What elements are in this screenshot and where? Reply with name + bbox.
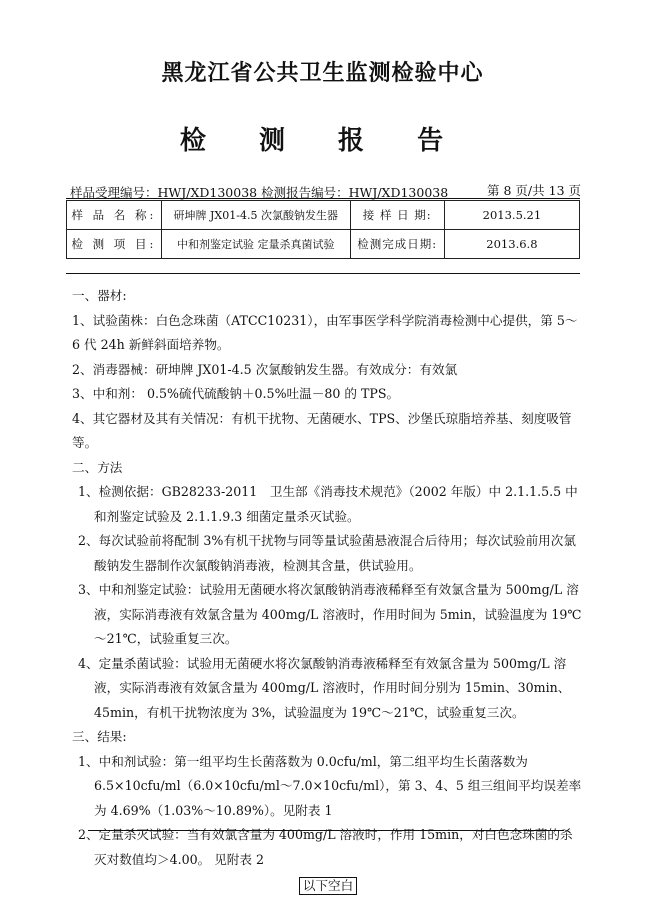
sample-info-table — [66, 200, 580, 259]
blank-notice: 以下空白 — [299, 877, 357, 895]
table-row — [67, 201, 580, 230]
finish-date-label: 检测完成日期: — [350, 230, 444, 259]
method-item-2: 2、每次试验前将配制 3%有机干扰物与同等量试验菌悬液混合后待用；每次试验前用次氯酸钠发生器制作次氯酸钠消毒液，检测其含量，供试验用。 — [78, 533, 576, 573]
report-body — [72, 284, 584, 899]
test-item-label: 检 测 项 目: — [67, 230, 162, 259]
method-item-1: 1、检测依据：GB28233-2011 卫生部《消毒技术规范》（2002 年版）中 2.1.1.5.5 中和剂鉴定试验及 2.1.1.9.3 细菌定量杀灭试验。 — [78, 484, 578, 524]
test-item-value: 中和剂鉴定试验 定量杀真菌试验 — [161, 230, 350, 259]
info-bottom-rule — [66, 273, 580, 274]
equipment-item-2: 2、消毒器械：研坤牌 JX01-4.5 次氯酸钠发生器。有效成分：有效氯 — [72, 361, 458, 377]
report-title: 检 测 报 告 — [179, 126, 466, 156]
sample-name-value: 研坤牌 JX01-4.5 次氯酸钠发生器 — [161, 201, 350, 230]
page-number: 第 8 页/共 13 页 — [487, 183, 581, 198]
receive-date-value: 2013.5.21 — [444, 201, 579, 230]
table-row — [67, 230, 580, 259]
blank-notice-wrapper — [72, 874, 584, 899]
section-equipment-heading: 一、器材: — [72, 288, 127, 303]
section-method-heading: 二、方法 — [72, 459, 123, 475]
finish-date-value: 2013.6.8 — [444, 230, 579, 259]
header-rule — [66, 198, 580, 199]
result-item-1: 1、中和剂试验：第一组平均生长菌落数为 0.0cfu/ml，第二组平均生长菌落数为 6.5×10cfu/ml（6.0×10cfu/ml～7.0×10cfu/ml），第 3、4、5 组三组间平均误差率为 4.69%（1.03%～10.89%）。见附表 1 — [78, 753, 582, 818]
equipment-item-3: 3、中和剂： 0.5%硫代硫酸钠＋0.5%吐温－80 的 TPS。 — [72, 386, 400, 401]
equipment-item-1: 1、试验菌株：白色念珠菌（ATCC10231），由军事医学科学院消毒检测中心提供，第 5～6 代 24h 新鲜斜面培养物。 — [72, 312, 578, 352]
organization-name: 黑龙江省公共卫生监测检验中心 — [161, 61, 484, 86]
result-item-2: 2、定量杀灭试验：当有效氯含量为 400mg/L 溶液时，作用 15min，对白色念珠菌的杀灭对数值均＞4.00。 见附表 2 — [78, 827, 573, 867]
section-result-heading: 三、结果: — [72, 729, 127, 744]
sample-name-label: 样 品 名 称: — [67, 201, 162, 230]
footer-rule — [88, 830, 564, 831]
method-item-4: 4、定量杀菌试验：试验用无菌硬水将次氯酸钠消毒液稀释至有效氯含量为 500mg/L 溶液，实际消毒液有效氯含量为 400mg/L 溶液时，作用时间分别为 15min、30min、45min，有机干扰物浓度为 3%，试验温度为 19℃～21℃，试验重复三次。 — [78, 655, 571, 720]
receive-date-label: 接 样 日 期: — [350, 201, 444, 230]
method-item-3: 3、中和剂鉴定试验：试验用无菌硬水将次氯酸钠消毒液稀释至有效氯含量为 500mg/L 溶液，实际消毒液有效氯含量为 400mg/L 溶液时，作用时间为 5min，试验温度为 19℃～21℃，试验重复三次。 — [78, 582, 582, 646]
equipment-item-4: 4、其它器材及其有关情况：有机干扰物、无菌硬水、TPS、沙堡氏琼脂培养基、刻度吸管等。 — [72, 410, 572, 450]
report-numbers: 样品受理编号：HWJ/XD130038 检测报告编号：HWJ/XD130038 — [70, 185, 449, 200]
